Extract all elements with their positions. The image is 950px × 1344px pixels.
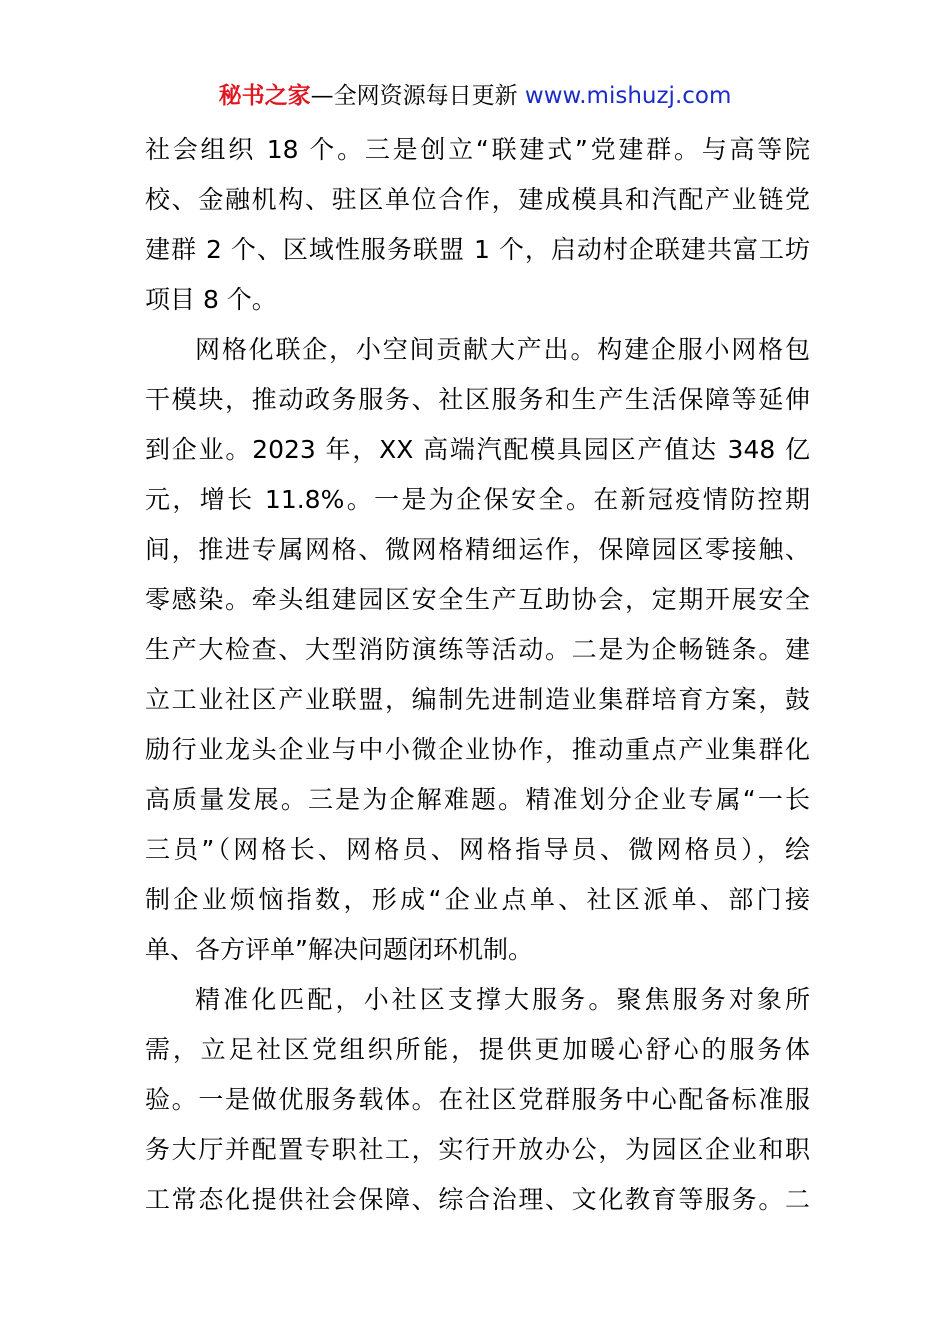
text-line: 校、金融机构、驻区单位合作，建成模具和汽配产业链党	[145, 185, 810, 214]
text-line: 间，推进专属网格、微网格精细运作，保障园区零接触、	[145, 535, 810, 564]
site-url-link[interactable]: www.mishuzj.com	[524, 83, 732, 109]
text-line: 干模块，推动政务服务、社区服务和生产生活保障等延伸	[145, 385, 810, 414]
document-body	[145, 125, 810, 1225]
text-line: 到企业。2023 年，XX 高端汽配模具园区产值达 348 亿	[145, 435, 810, 464]
text-line: 验。一是做优服务载体。在社区党群服务中心配备标准服	[145, 1085, 810, 1114]
text-line: 工常态化提供社会保障、综合治理、文化教育等服务。二	[145, 1185, 810, 1214]
site-tagline: —全网资源每日更新	[310, 83, 525, 109]
text-line: 制企业烦恼指数，形成“企业点单、社区派单、部门接	[145, 885, 810, 914]
text-line: 元，增长 11.8%。一是为企保安全。在新冠疫情防控期	[145, 485, 810, 514]
text-line: 三员”（网格长、网格员、网格指导员、微网格员），绘	[145, 835, 810, 864]
site-header	[0, 80, 950, 112]
text-line: 务大厅并配置专职社工，实行开放办公，为园区企业和职	[145, 1135, 810, 1164]
site-brand: 秘书之家	[218, 83, 311, 109]
paragraph-start-line: 精准化匹配，小社区支撑大服务。聚焦服务对象所	[195, 985, 810, 1014]
text-line: 需，立足社区党组织所能，提供更加暖心舒心的服务体	[145, 1035, 810, 1064]
text-line: 项目 8 个。	[145, 285, 277, 314]
text-line: 生产大检查、大型消防演练等活动。二是为企畅链条。建	[145, 635, 810, 664]
text-line: 社会组织 18 个。三是创立“联建式”党建群。与高等院	[145, 135, 810, 164]
text-line: 单、各方评单”解决问题闭环机制。	[145, 935, 533, 964]
text-line: 励行业龙头企业与中小微企业协作，推动重点产业集群化	[145, 735, 810, 764]
text-line: 立工业社区产业联盟，编制先进制造业集群培育方案，鼓	[145, 685, 810, 714]
paragraph-start-line: 网格化联企，小空间贡献大产出。构建企服小网格包	[195, 335, 810, 364]
text-line: 建群 2 个、区域性服务联盟 1 个，启动村企联建共富工坊	[145, 235, 810, 264]
text-line: 零感染。牵头组建园区安全生产互助协会，定期开展安全	[145, 585, 810, 614]
text-line: 高质量发展。三是为企解难题。精准划分企业专属“一长	[145, 785, 810, 814]
